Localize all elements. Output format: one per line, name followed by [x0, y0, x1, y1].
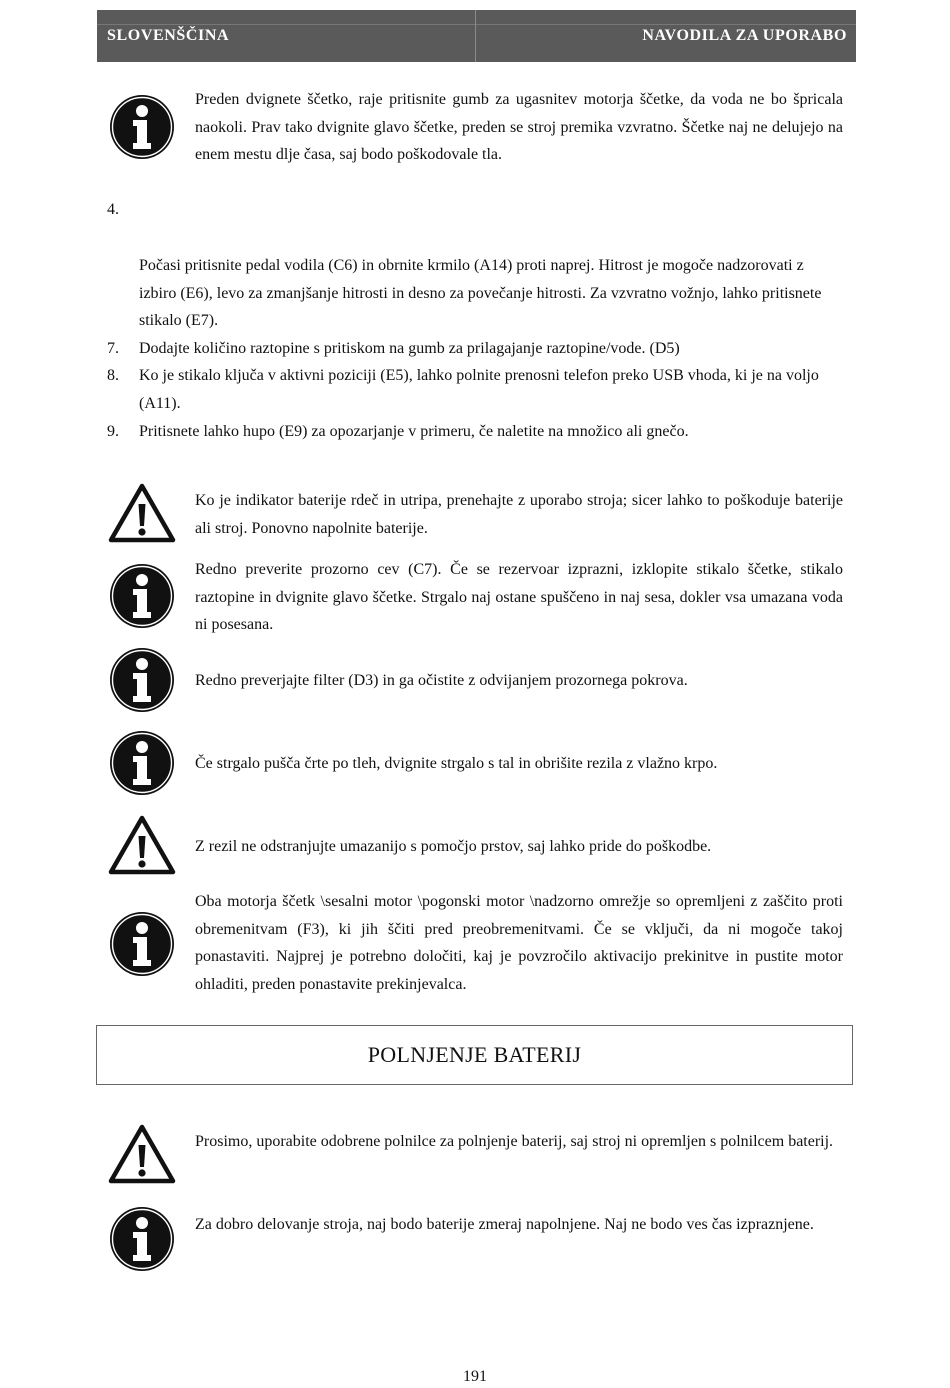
- info-icon: [108, 1205, 176, 1273]
- step-usb-text: Ko je stikalo ključa v aktivni poziciji (E5), lahko polnite prenosni telefon preko USB vhoda, ki je na voljo (A11).: [139, 367, 819, 412]
- step-solution-text: Dodajte količino raztopine s pritiskom na gumb za prilagajanje raztopine/vode. (D5): [139, 340, 680, 357]
- step-horn-text: Pritisnete lahko hupo (E9) za opozarjanje v primeru, če naletite na množico ali gnečo.: [139, 423, 689, 440]
- page-number: 191: [463, 1368, 487, 1385]
- step-number-4: 4.: [107, 201, 119, 218]
- info-icon: [108, 910, 176, 978]
- warning-icon: [108, 482, 176, 544]
- header-divider: [475, 10, 476, 62]
- header-language: SLOVENŠČINA: [107, 27, 230, 44]
- header-manual-title: NAVODILA ZA UPORABO: [642, 27, 847, 44]
- info-icon: [108, 562, 176, 630]
- note-filter-check: Redno preverjajte filter (D3) in ga očistite z odvijanjem prozornega pokrova.: [195, 672, 688, 689]
- step-drive-text: Počasi pritisnite pedal vodila (C6) in obrnite krmilo (A14) proti naprej. Hitrost je mogoče nadzorovati z izbiro (E6), levo za zmanjšanje hitrosti in desno za povečanje hitrosti. Za vzvratno vožnjo, lahko pritisnete stikalo (E7).: [139, 257, 822, 329]
- warning-icon: [108, 814, 176, 876]
- step-number-8: 8.: [107, 367, 119, 384]
- note-overload-protection: Oba motorja ščetk \sesalni motor \pogonski motor \nadzorno omrežje so opremljeni z zaščito proti obremenitvam (F3), ki jih ščiti pred preobremenitvami. Če se vključi, da ni mogoče takoj ponastaviti. Najprej je potrebno določiti, kaj je povzročilo aktivacijo prekinitve in pustite motor ohladiti, preden ponastavite prekinjevalca.: [195, 893, 843, 993]
- warning-icon: [108, 1123, 176, 1185]
- note-squeegee-streaks: Če strgalo pušča črte po tleh, dvignite strgalo s tal in obrišite rezila z vlažno krpo.: [195, 755, 718, 772]
- info-icon: [108, 646, 176, 714]
- info-icon: [108, 729, 176, 797]
- header-rule: [97, 24, 856, 25]
- warning-approved-chargers: Prosimo, uporabite odobrene polnilce za polnjenje baterij, saj stroj ni opremljen s polnilcem baterij.: [195, 1133, 834, 1150]
- section-title-battery-charging: POLNJENJE BATERIJ: [96, 1025, 853, 1085]
- step-number-7: 7.: [107, 340, 119, 357]
- info-icon: [108, 93, 176, 161]
- page-header: [97, 10, 856, 62]
- note-keep-charged: Za dobro delovanje stroja, naj bodo baterije zmeraj napolnjene. Naj ne bodo ves čas izpraznjene.: [195, 1216, 814, 1233]
- step-number-9: 9.: [107, 423, 119, 440]
- note-brush-lift: Preden dvignete ščetko, raje pritisnite gumb za ugasnitev motorja ščetke, da voda ne bo špricala naokoli. Prav tako dvignite glavo ščetke, preden se stroj premika vzvratno. Ščetke naj ne delujejo na enem mestu dlje časa, saj bodo poškodovale tla.: [195, 91, 843, 163]
- warning-blade-fingers: Z rezil ne odstranjujte umazanijo s pomočjo prstov, saj lahko pride do poškodbe.: [195, 838, 712, 855]
- note-hose-check: Redno preverite prozorno cev (C7). Če se rezervoar izprazni, izklopite stikalo ščetke, stikalo raztopine in dvignite glavo ščetke. Strgalo naj ostane spuščeno in naj sesa, dokler vsa umazana voda ni posesana.: [195, 561, 843, 633]
- warning-battery-indicator: Ko je indikator baterije rdeč in utripa, prenehajte z uporabo stroja; sicer lahko to poškoduje baterije ali stroj. Ponovno napolnite baterije.: [195, 492, 843, 537]
